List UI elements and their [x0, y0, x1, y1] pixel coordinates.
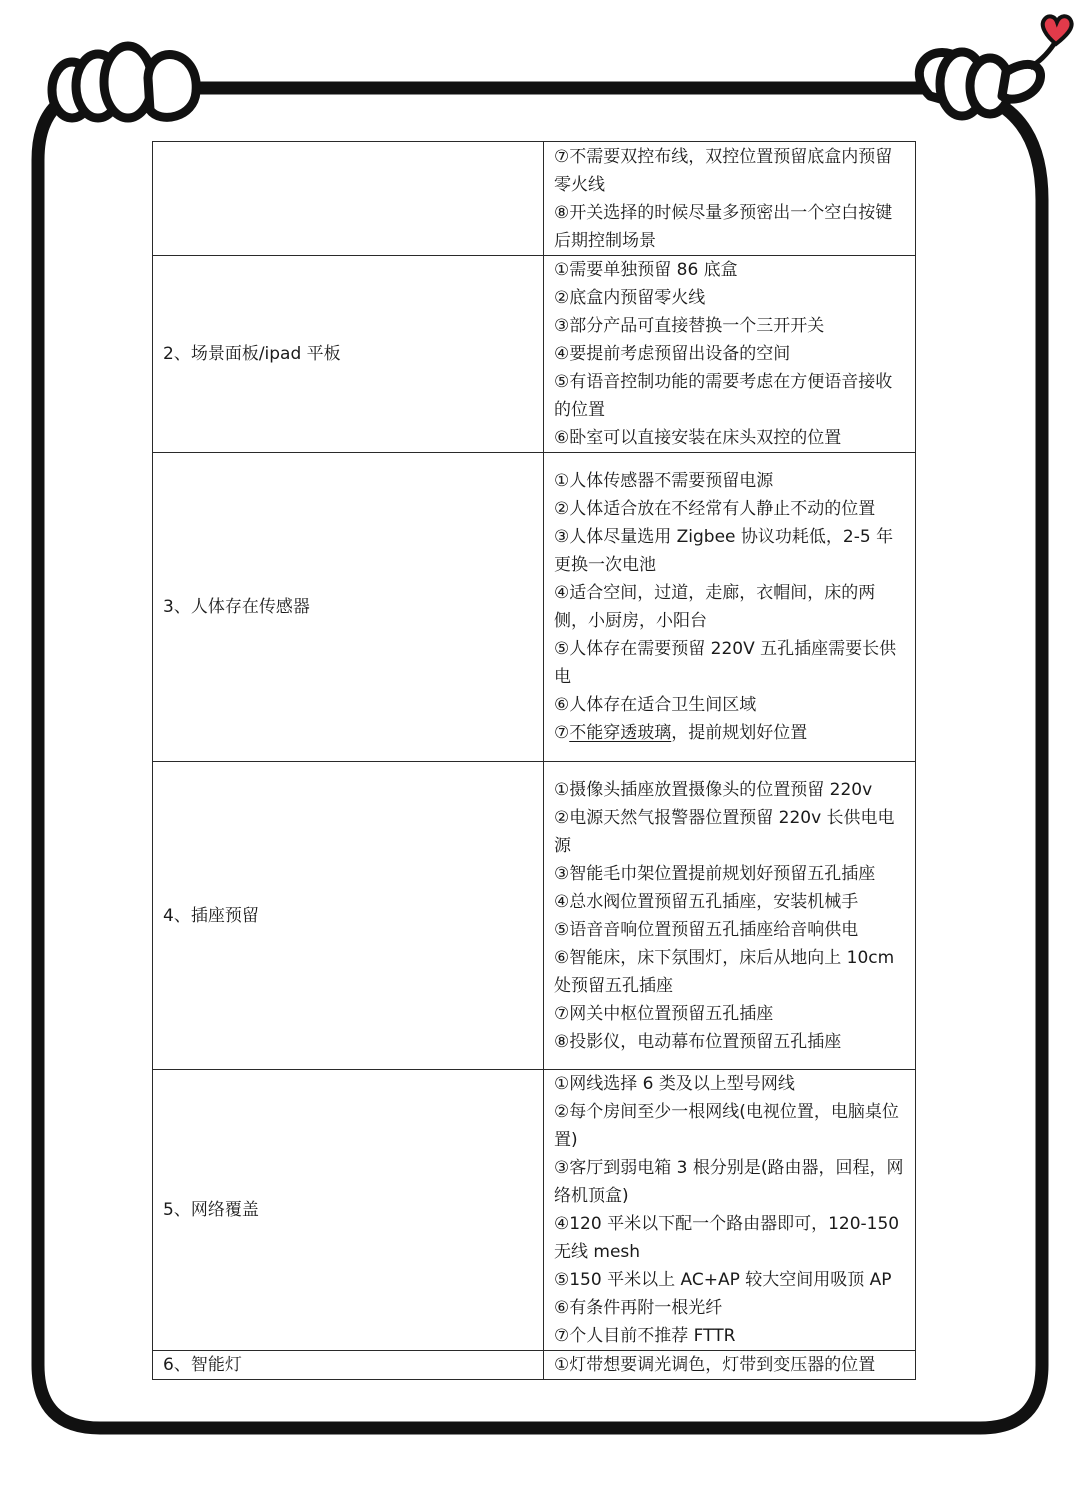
note-item: ⑥卧室可以直接安装在床头双控的位置	[554, 428, 842, 448]
heart-icon	[1043, 16, 1072, 44]
note-item: ⑥人体存在适合卫生间区域	[554, 695, 757, 715]
note-item: ④要提前考虑预留出设备的空间	[554, 344, 791, 364]
note-item: ①灯带想要调光调色，灯带到变压器的位置	[554, 1355, 876, 1375]
underlined-warning: 不能穿透玻璃	[569, 723, 672, 743]
row-label: 4、插座预留	[153, 762, 544, 1070]
requirements-table	[152, 141, 916, 1380]
note-item: ①人体传感器不需要预留电源	[554, 471, 774, 491]
table-row	[153, 453, 916, 762]
note-item: ②电源天然气报警器位置预留 220v 长供电电源	[554, 807, 895, 856]
note-item: ⑥智能床，床下氛围灯，床后从地向上 10cm 处预留五孔插座	[554, 947, 895, 996]
row-notes	[544, 1070, 916, 1351]
heart-stem	[1030, 44, 1054, 68]
note-item: ①摄像头插座放置摄像头的位置预留 220v	[554, 779, 873, 800]
table-row	[153, 1070, 916, 1351]
note-item: ④120 平米以下配一个路由器即可，120-150 无线 mesh	[554, 1214, 900, 1262]
note-item: ②人体适合放在不经常有人静止不动的位置	[554, 499, 876, 519]
note-item: ③部分产品可直接替换一个三开开关	[554, 316, 825, 336]
note-item	[554, 719, 907, 747]
table-row	[153, 256, 916, 453]
note-item: ③人体尽量选用 Zigbee 协议功耗低，2-5 年更换一次电池	[554, 527, 894, 575]
row-label	[153, 142, 544, 256]
table-row	[153, 762, 916, 1070]
note-item: ⑤150 平米以上 AC+AP 较大空间用吸顶 AP	[554, 1270, 892, 1290]
note-item: ①网线选择 6 类及以上型号网线	[554, 1074, 795, 1094]
row-notes	[544, 142, 916, 256]
note-item: ②底盒内预留零火线	[554, 288, 706, 308]
row-notes	[544, 453, 916, 762]
note-rest: ，提前规划好位置	[671, 723, 808, 743]
note-item: ②每个房间至少一根网线(电视位置，电脑桌位置)	[554, 1102, 899, 1150]
note-item: ⑦个人目前不推荐 FTTR	[554, 1326, 736, 1346]
note-item: ③客厅到弱电箱 3 根分别是(路由器，回程，网络机顶盒)	[554, 1158, 904, 1206]
row-label: 5、网络覆盖	[153, 1070, 544, 1351]
note-item: ⑤有语音控制功能的需要考虑在方便语音接收的位置	[554, 372, 893, 420]
note-item: ⑤人体存在需要预留 220V 五孔插座需要长供电	[554, 639, 897, 687]
note-item: ③智能毛巾架位置提前规划好预留五孔插座	[554, 863, 876, 884]
note-item: ④适合空间，过道，走廊，衣帽间，床的两侧，小厨房，小阳台	[554, 583, 876, 631]
table-row	[153, 142, 916, 256]
row-notes	[544, 762, 916, 1070]
row-label: 3、人体存在传感器	[153, 453, 544, 762]
note-item: ⑧开关选择的时候尽量多预密出一个空白按键后期控制场景	[554, 202, 893, 251]
right-fingers-doodle	[919, 52, 1040, 116]
note-item: ⑥有条件再附一根光纤	[554, 1298, 723, 1318]
row-notes	[544, 1351, 916, 1380]
note-number: ⑦	[554, 723, 570, 743]
note-item: ⑦不需要双控布线，双控位置预留底盒内预留零火线	[554, 146, 893, 195]
row-label: 2、场景面板/ipad 平板	[153, 256, 544, 453]
note-item: ①需要单独预留 86 底盒	[554, 260, 738, 280]
left-fingers-doodle	[52, 46, 196, 118]
row-notes	[544, 256, 916, 453]
note-item: ⑧投影仪，电动幕布位置预留五孔插座	[554, 1031, 842, 1052]
row-label: 6、智能灯	[153, 1351, 544, 1380]
table-row	[153, 1351, 916, 1380]
note-item: ⑤语音音响位置预留五孔插座给音响供电	[554, 919, 859, 940]
note-item: ⑦网关中枢位置预留五孔插座	[554, 1003, 774, 1024]
note-item: ④总水阀位置预留五孔插座，安装机械手	[554, 891, 859, 912]
